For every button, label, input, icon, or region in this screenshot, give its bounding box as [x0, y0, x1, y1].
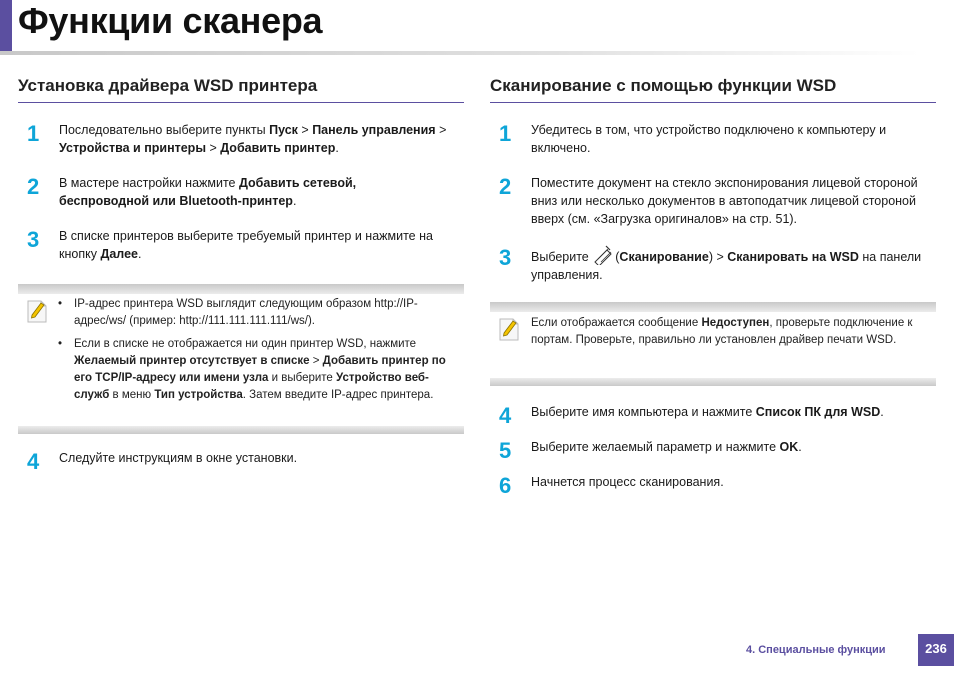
- title-accent-bar: [0, 0, 12, 52]
- title-divider: [0, 51, 920, 55]
- right-section-rule: [490, 102, 936, 103]
- step-text: Выберите (Сканирование) > Сканировать на WSD на панели управления.: [531, 245, 926, 284]
- step-text: В списке принтеров выберите требуемый принтер и нажмите на кнопку Далее.: [59, 229, 433, 261]
- note-bullet: • IP-адрес принтера WSD выглядит следующим образом http://IP-адрес/ws/ (пример: http://111.111.111.111/ws/).: [58, 296, 458, 330]
- step-number: 5: [499, 438, 512, 463]
- step-number: 6: [499, 473, 512, 498]
- step-text: Выберите желаемый параметр и нажмите OK.: [531, 440, 802, 454]
- note-pencil-icon: [26, 298, 48, 324]
- left-section-heading: Установка драйвера WSD принтера: [18, 76, 318, 95]
- footer-chapter: 4. Специальные функции: [746, 644, 886, 656]
- step-text: Последовательно выберите пункты Пуск > Панель управления > Устройства и принтеры > Добавить принтер.: [59, 123, 447, 155]
- step-text: В мастере настройки нажмите Добавить сетевой, беспроводной или Bluetooth-принтер.: [59, 176, 357, 208]
- left-note-text: [58, 296, 458, 410]
- note-bullet: • Если в списке не отображается ни один принтер WSD, нажмите Желаемый принтер отсутствует в списке > Добавить принтер по его TCP/IP-адресу или имени узла и выберите Устройство веб-служб в меню Тип устройства. Затем введите IP-адрес принтера.: [58, 336, 458, 404]
- step-text: Начнется процесс сканирования.: [531, 475, 724, 489]
- step-number: 4: [27, 449, 40, 474]
- right-section-heading: Сканирование с помощью функции WSD: [490, 76, 837, 95]
- step-number: 1: [27, 121, 40, 146]
- step-text: Убедитесь в том, что устройство подключено к компьютеру и включено.: [531, 123, 887, 155]
- step-number: 1: [499, 121, 512, 146]
- step-number: 3: [499, 245, 512, 270]
- step-text: Следуйте инструкциям в окне установки.: [59, 451, 298, 465]
- left-note-box: [18, 284, 464, 434]
- step-text: Поместите документ на стекло экспонирования лицевой стороной вниз или несколько документов в автоподатчик лицевой стороной вверх (см. «Загрузка оригиналов» на стр. 51).: [531, 176, 918, 226]
- page-title: Функции сканера: [18, 0, 323, 41]
- step-number: 3: [27, 227, 40, 252]
- step-number: 4: [499, 403, 512, 428]
- step-number: 2: [499, 174, 512, 199]
- left-section-rule: [18, 102, 464, 103]
- right-note-box: [490, 302, 936, 386]
- step-number: 2: [27, 174, 40, 199]
- step-text: Выберите имя компьютера и нажмите Список ПК для WSD.: [531, 405, 884, 419]
- scanner-icon: [592, 245, 614, 265]
- note-pencil-icon: [498, 316, 520, 342]
- page-number-badge: 236: [918, 634, 954, 666]
- right-note-text: Если отображается сообщение Недоступен, проверьте подключение к портам. Проверьте, правильно ли установлен драйвер печати WSD.: [531, 317, 913, 346]
